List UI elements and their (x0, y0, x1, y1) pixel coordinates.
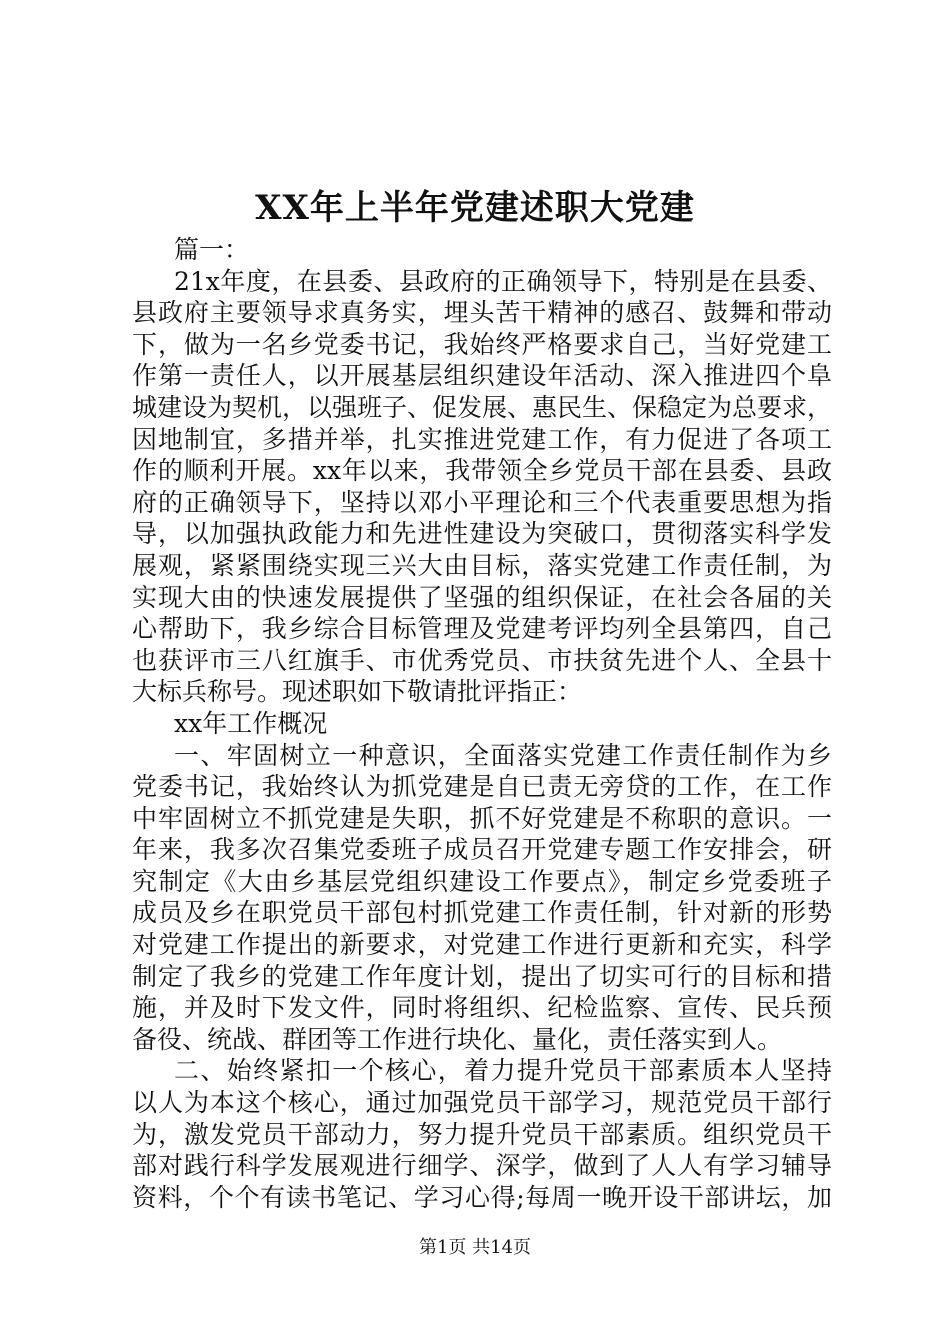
paragraph-line: 大标兵称号。现述职如下敬请批评指正： (132, 677, 583, 707)
paragraph-line: 导，以加强执政能力和先进性建设为突破口，贯彻落实科学发 (132, 519, 832, 549)
paragraph-line: 一、牢固树立一种意识，全面落实党建工作责任制作为乡 (174, 740, 832, 770)
paragraph-line: 也获评市三八红旗手、市优秀党员、市扶贫先进个人、全县十 (132, 645, 832, 675)
document-title: XX年上半年党建述职大党建 (255, 188, 695, 228)
document-body (132, 234, 832, 1213)
paragraph-line: 府的正确领导下，坚持以邓小平理论和三个代表重要思想为指 (132, 487, 832, 517)
paragraph-line: 县政府主要领导求真务实，埋头苦干精神的感召、鼓舞和带动 (132, 298, 832, 328)
paragraph-line: 中牢固树立不抓党建是失职，抓不好党建是不称职的意识。一 (132, 803, 832, 833)
paragraph-line: 作的顺利开展。xx年以来，我带领全乡党员干部在县委、县政 (132, 456, 832, 486)
paragraph-line: 备役、统战、群团等工作进行块化、量化，责任落实到人。 (132, 1024, 783, 1054)
paragraph-line: 资料，个个有读书笔记、学习心得;每周一晚开设干部讲坛，加 (132, 1182, 832, 1212)
paragraph-line: 为，激发党员干部动力，努力提升党员干部素质。组织党员干 (132, 1119, 832, 1149)
paragraph-line: 以人为本这个核心，通过加强党员干部学习，规范党员干部行 (132, 1088, 832, 1118)
paragraph-line: 展观，紧紧围绕实现三兴大由目标，落实党建工作责任制，为 (132, 550, 832, 580)
paragraph-line: 制定了我乡的党建工作年度计划，提出了切实可行的目标和措 (132, 961, 832, 991)
paragraph-line: 心帮助下，我乡综合目标管理及党建考评均列全县第四，自己 (132, 614, 832, 644)
page-footer: 第1页 共14页 (418, 1237, 532, 1258)
paragraph-line: 因地制宜，多措并举，扎实推进党建工作，有力促进了各项工 (132, 424, 832, 454)
paragraph-line: 对党建工作提出的新要求，对党建工作进行更新和充实，科学 (132, 930, 832, 960)
paragraph-line: 施，并及时下发文件，同时将组织、纪检监察、宣传、民兵预 (132, 993, 832, 1023)
paragraph-line: 篇一： (174, 235, 250, 264)
paragraph-line: 二、始终紧扣一个核心，着力提升党员干部素质本人坚持 (174, 1056, 832, 1086)
paragraph-line: 城建设为契机，以强班子、促发展、惠民生、保稳定为总要求， (132, 392, 833, 422)
paragraph-line: 下，做为一名乡党委书记，我始终严格要求自己，当好党建工 (132, 329, 832, 359)
paragraph-line: 究制定《大由乡基层党组织建设工作要点》，制定乡党委班子 (132, 866, 832, 896)
paragraph-line: 部对践行科学发展观进行细学、深学，做到了人人有学习辅导 (132, 1151, 832, 1181)
paragraph-line: 党委书记，我始终认为抓党建是自已责无旁贷的工作，在工作 (132, 772, 832, 802)
paragraph-line: 成员及乡在职党员干部包村抓党建工作责任制，针对新的形势 (132, 898, 832, 928)
paragraph-line: 实现大由的快速发展提供了坚强的组织保证，在社会各届的关 (132, 582, 832, 612)
paragraph-line: 年来，我多次召集党委班子成员召开党建专题工作安排会，研 (132, 835, 832, 865)
section-heading: xx年工作概况 (174, 708, 328, 738)
paragraph-line: 21x年度，在县委、县政府的正确领导下，特别是在县委、 (174, 266, 832, 296)
paragraph-line: 作第一责任人，以开展基层组织建设年活动、深入推进四个阜 (132, 361, 832, 391)
